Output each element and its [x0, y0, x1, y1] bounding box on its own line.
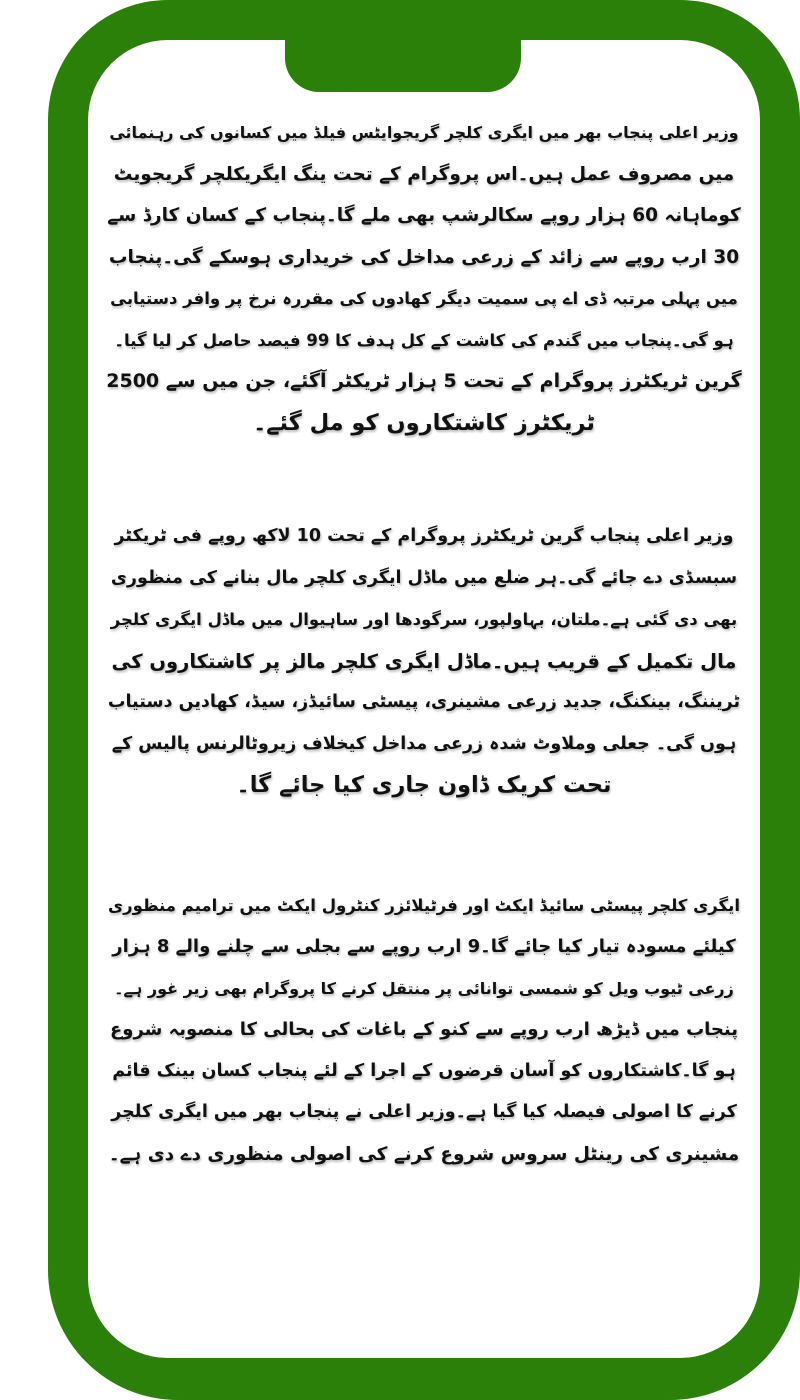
text-line: ہو گی۔پنجاب میں گندم کی کاشت کے کل ہدف کا 99 فیصد حاصل کر لیا گیا۔ — [114, 330, 734, 350]
text-line: ایگری کلچر پیسٹی سائیڈ ایکٹ اور فرٹیلائزر کنٹرول ایکٹ میں ترامیم منظوری — [108, 895, 740, 915]
text-line: 30 ارب روپے سے زائد کے زرعی مداخل کی خریداری ہوسکے گی۔پنجاب — [108, 246, 740, 268]
text-line: مال تکمیل کے قریب ہیں۔ماڈل ایگری کلچر مالز پر کاشتکاروں کی — [111, 649, 737, 673]
text-line: بھی دی گئی ہے۔ملتان، بہاولپور، سرگودھا اور ساہیوال میں ماڈل ایگری کلچر — [110, 610, 738, 629]
text-line: سبسڈی دے جائے گی۔ہر ضلع میں ماڈل ایگری کلچر مال بنانے کی منظوری — [110, 567, 738, 588]
text-line: میں پہلی مرتبہ ڈی اے پی سمیت دیگر کھادوں کی مقررہ نرخ پر وافر دستیابی — [110, 289, 738, 308]
article-body — [106, 112, 742, 1175]
text-line: تحت کریک ڈاون جاری کیا جائے گا۔ — [236, 772, 612, 798]
text-line: وزیر اعلی پنجاب بھر میں ایگری کلچر گریجوایٹس فیلڈ میں کسانوں کی رہنمائی — [109, 123, 739, 142]
paragraph-3 — [106, 885, 742, 1176]
text-line: پنجاب میں ڈیڑھ ارب روپے سے کنو کے باغات کی بحالی کا منصوبہ شروع — [110, 1019, 738, 1040]
phone-frame — [48, 0, 800, 1400]
text-line: مشینری کی رینٹل سروس شروع کرنے کی اصولی منظوری دے دی ہے۔ — [108, 1143, 740, 1165]
text-line: میں مصروف عمل ہیں۔اس پروگرام کے تحت ینگ ایگریکلچر گریجویٹ — [113, 163, 735, 185]
text-line: ہو گا۔کاشتکاروں کو آسان قرضوں کے اجرا کے لئے پنجاب کسان بینک قائم — [112, 1060, 736, 1081]
text-line: کوماہانہ 60 ہزار روپے سکالرشپ بھی ملے گا۔پنجاب کے کسان کارڈ سے — [107, 205, 741, 226]
text-line: ہوں گی۔ جعلی وملاوٹ شدہ زرعی مداخل کیخلاف زیروٹالرنس پالیس کے — [111, 733, 737, 754]
text-line: ٹریننگ، بینکنگ، جدید زرعی مشینری، پیسٹی سائیڈز، سیڈ، کھادیں دستیاب — [107, 692, 741, 712]
text-line: وزیر اعلی پنجاب گرین ٹریکٹرز پروگرام کے تحت 10 لاکھ روپے فی ٹریکٹر — [114, 526, 734, 546]
paragraph-2 — [106, 516, 742, 807]
text-line: کیلئے مسودہ تیار کیا جائے گا۔9 ارب روپے سے بجلی سے چلنے والے 8 ہزار — [112, 936, 736, 957]
paragraph-spacer — [106, 807, 742, 885]
paragraph-1 — [106, 112, 742, 444]
text-line: ٹریکٹرز کاشتکاروں کو مل گئے۔ — [253, 409, 595, 436]
paragraph-spacer — [106, 444, 742, 516]
phone-screen — [88, 40, 760, 1358]
text-line: کرنے کا اصولی فیصلہ کیا گیا ہے۔وزیر اعلی نے پنجاب بھر میں ایگری کلچر — [111, 1102, 737, 1122]
text-line: زرعی ٹیوب ویل کو شمسی توانائی پر منتقل کرنے کا پروگرام بھی زیر غور ہے۔ — [114, 978, 734, 998]
phone-notch — [285, 40, 521, 92]
text-line: گرین ٹریکٹرز پروگرام کے تحت 5 ہزار ٹریکٹر آگئے، جن میں سے 2500 — [106, 370, 742, 392]
